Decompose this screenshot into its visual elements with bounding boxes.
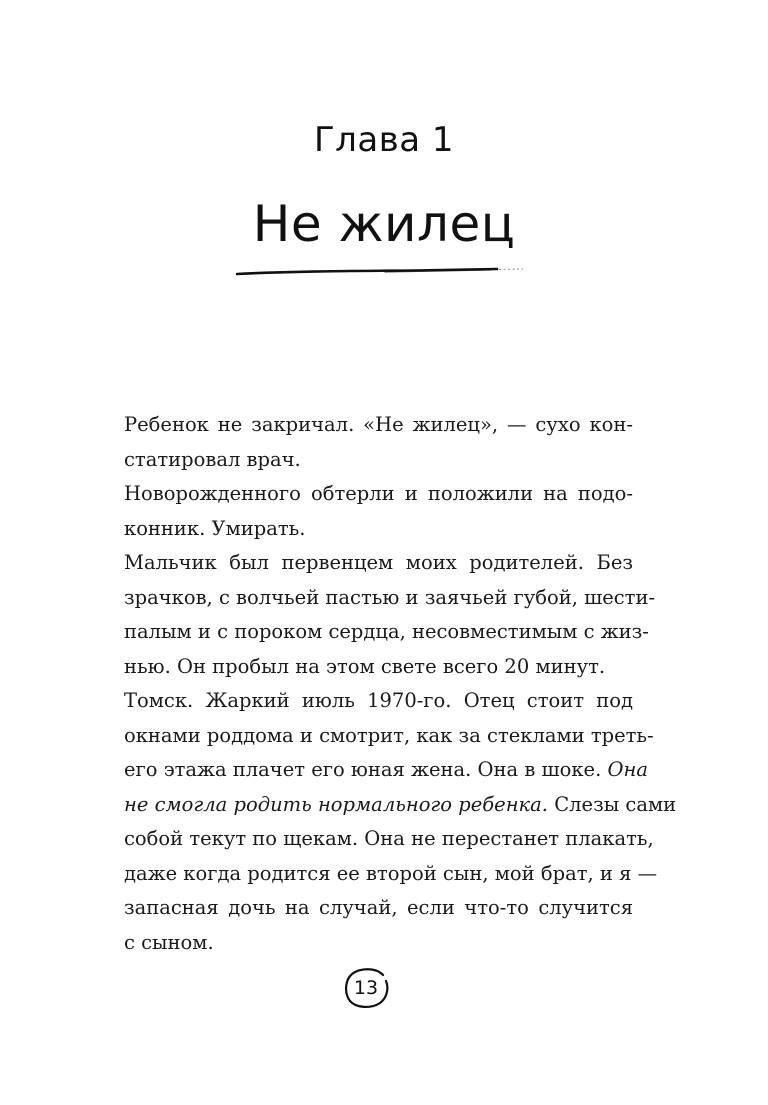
- paragraph-2-line-1: Новорожденного обтерли и положили на подо-: [124, 482, 633, 505]
- paragraph-4-line-6: даже когда родится ее второй сын, мой брат, и я —: [124, 861, 658, 885]
- chapter-body: [124, 408, 677, 960]
- paragraph-4-line-8: с сыном.: [124, 930, 214, 954]
- paragraph-3-line-4: нью. Он пробыл на этом свете всего 20 минут.: [124, 654, 606, 678]
- title-underline-decoration: [235, 262, 525, 282]
- paragraph-4-line-4: [124, 788, 677, 823]
- page-number-badge: [343, 966, 391, 1010]
- paragraph-4-line-5: собой текут по щекам. Она не перестанет плакать,: [124, 827, 654, 850]
- paragraph-2-line-2: конник. Умирать.: [124, 516, 306, 540]
- chapter-label: Глава 1: [313, 120, 455, 160]
- paragraph-4-line-3: [124, 753, 648, 788]
- paragraph-3-line-2: зрачков, с волчьей пастью и заячьей губой, шести-: [124, 585, 656, 609]
- paragraph-1-line-2: статировал врач.: [124, 447, 301, 471]
- paragraph-1-line-1: Ребенок не закричал. «Не жилец», — сухо кон-: [124, 413, 633, 436]
- paragraph-4-line-4-text: Слезы сами: [554, 792, 677, 816]
- chapter-title: Не жилец: [252, 195, 516, 253]
- paragraph-4-line-2: окнами роддома и смотрит, как за стеклами треть-: [124, 723, 654, 747]
- paragraph-3-line-1: Мальчик был первенцем моих родителей. Без: [124, 551, 633, 574]
- paragraph-4-line-3-text: его этажа плачет его юная жена. Она в шоке.: [124, 758, 602, 781]
- paragraph-3-line-3: палым и с пороком сердца, несовместимым с жиз-: [124, 620, 649, 643]
- page-number: 13: [353, 977, 379, 999]
- paragraph-4-line-3-italic: Она: [607, 758, 648, 781]
- paragraph-4-line-4-italic: не смогла родить нормального ребенка.: [124, 792, 549, 816]
- paragraph-4-line-7: запасная дочь на случай, если что-то случится: [124, 896, 633, 919]
- paragraph-4-line-1: Томск. Жаркий июль 1970-го. Отец стоит под: [124, 689, 633, 712]
